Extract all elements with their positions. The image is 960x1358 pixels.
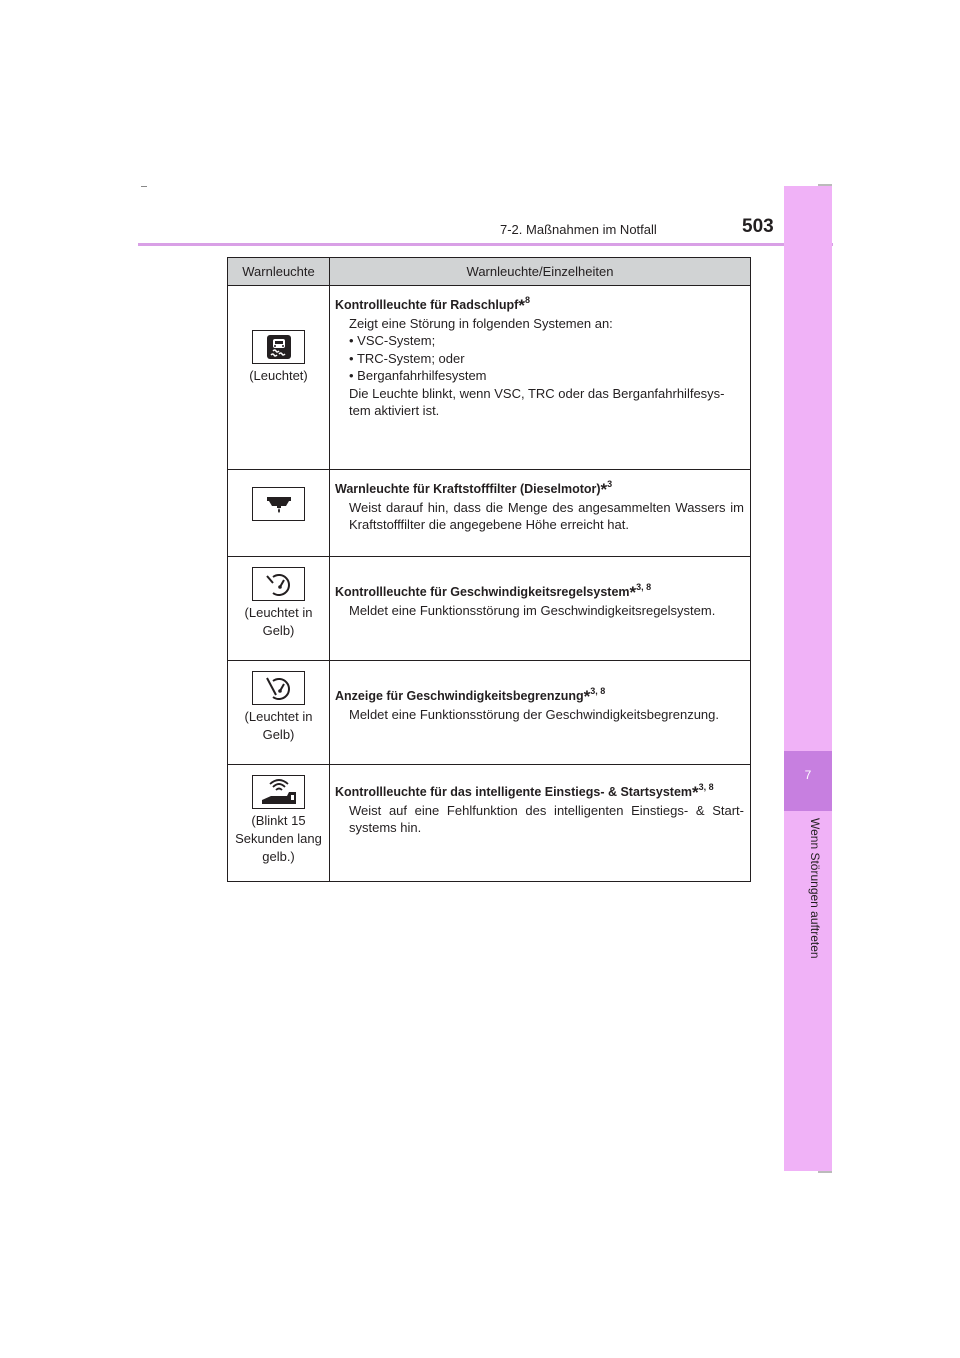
fuel-filter-icon — [252, 487, 305, 521]
smart-key-icon — [252, 775, 305, 809]
table-row — [228, 661, 751, 765]
list-item: • TRC-System; oder — [349, 350, 465, 366]
chapter-title: Wenn Störungen auftreten — [808, 818, 822, 959]
row-text: Die Leuchte blinkt, wenn VSC, TRC oder das Berganfahrhilfesys- — [349, 385, 725, 401]
speed-limiter-icon — [252, 671, 305, 705]
table-row — [228, 470, 751, 557]
row-title: Kontrollleuchte für Radschlupf*$^8$ — [335, 295, 530, 315]
page-corner-mark — [141, 186, 147, 187]
sidetab-edge-bottom — [818, 1171, 832, 1173]
slip-indicator-icon — [252, 330, 305, 364]
footnote-ref: 3, 8 — [698, 782, 714, 792]
row-text: tem aktiviert ist. — [349, 403, 440, 418]
icon-cell — [228, 557, 330, 661]
footnote-ref: 3, 8 — [636, 582, 652, 592]
table-row — [228, 765, 751, 882]
row-title: Anzeige für Geschwindigkeitsbegrenzung*$^{3, 8}$ — [335, 686, 606, 706]
icon-cell — [228, 470, 330, 557]
row-text: Zeigt eine Störung in folgenden Systemen an: — [349, 315, 613, 331]
table-header-row — [228, 258, 751, 286]
list-item: • Berganfahrhilfesystem — [349, 368, 487, 383]
icon-caption: (Leuchtet) — [249, 368, 308, 383]
table-row — [228, 557, 751, 661]
chapter-number: 7 — [804, 768, 812, 782]
footnote-ref: 3 — [607, 479, 613, 489]
description-cell — [330, 286, 751, 470]
cruise-control-icon — [252, 567, 305, 601]
warning-light-table — [227, 257, 751, 882]
icon-cell — [228, 661, 330, 765]
row-title: Warnleuchte für Kraftstofffilter (Dieselmotor)*$^3$ — [335, 479, 613, 499]
row-text: Weist auf eine Fehlfunktion des intelligenten Einstiegs- & Start-systems hin. — [349, 802, 744, 835]
icon-caption: (Blinkt 15 Sekunden lang gelb.) — [235, 813, 322, 864]
description-cell — [330, 557, 751, 661]
row-title: Kontrollleuchte für das intelligente Einstiegs- & Startsystem*$^{3, 8}$ — [335, 782, 714, 802]
icon-cell — [228, 286, 330, 470]
icon-caption: (Leuchtet in Gelb) — [244, 709, 313, 742]
list-item: • VSC-System; — [349, 333, 436, 348]
column-header-details: Warnleuchte/Einzelheiten — [330, 258, 751, 286]
column-header-warnleuchte: Warnleuchte — [228, 258, 330, 286]
footnote-ref: 3, 8 — [590, 686, 606, 696]
row-text: Meldet eine Funktionsstörung im Geschwindigkeitsregelsystem. — [349, 602, 716, 618]
description-cell — [330, 470, 751, 557]
row-title: Kontrollleuchte für Geschwindigkeitsregelsystem*$^{3, 8}$ — [335, 582, 652, 602]
section-title: 7-2. Maßnahmen im Notfall — [500, 222, 657, 237]
description-cell — [330, 765, 751, 882]
description-cell — [330, 661, 751, 765]
header-rule — [138, 243, 833, 246]
footnote-ref: 8 — [524, 295, 530, 305]
icon-caption: (Leuchtet in Gelb) — [244, 605, 313, 638]
page-number: 503 — [742, 216, 774, 237]
row-text: Weist darauf hin, dass die Menge des angesammelten Wassers im Kraftstofffilter die angegebene Höhe erreicht hat. — [349, 499, 744, 532]
row-text: Meldet eine Funktionsstörung der Geschwindigkeitsbegrenzung. — [349, 706, 719, 722]
chapter-sidetab — [784, 186, 832, 1171]
table-row — [228, 286, 751, 470]
icon-cell — [228, 765, 330, 882]
